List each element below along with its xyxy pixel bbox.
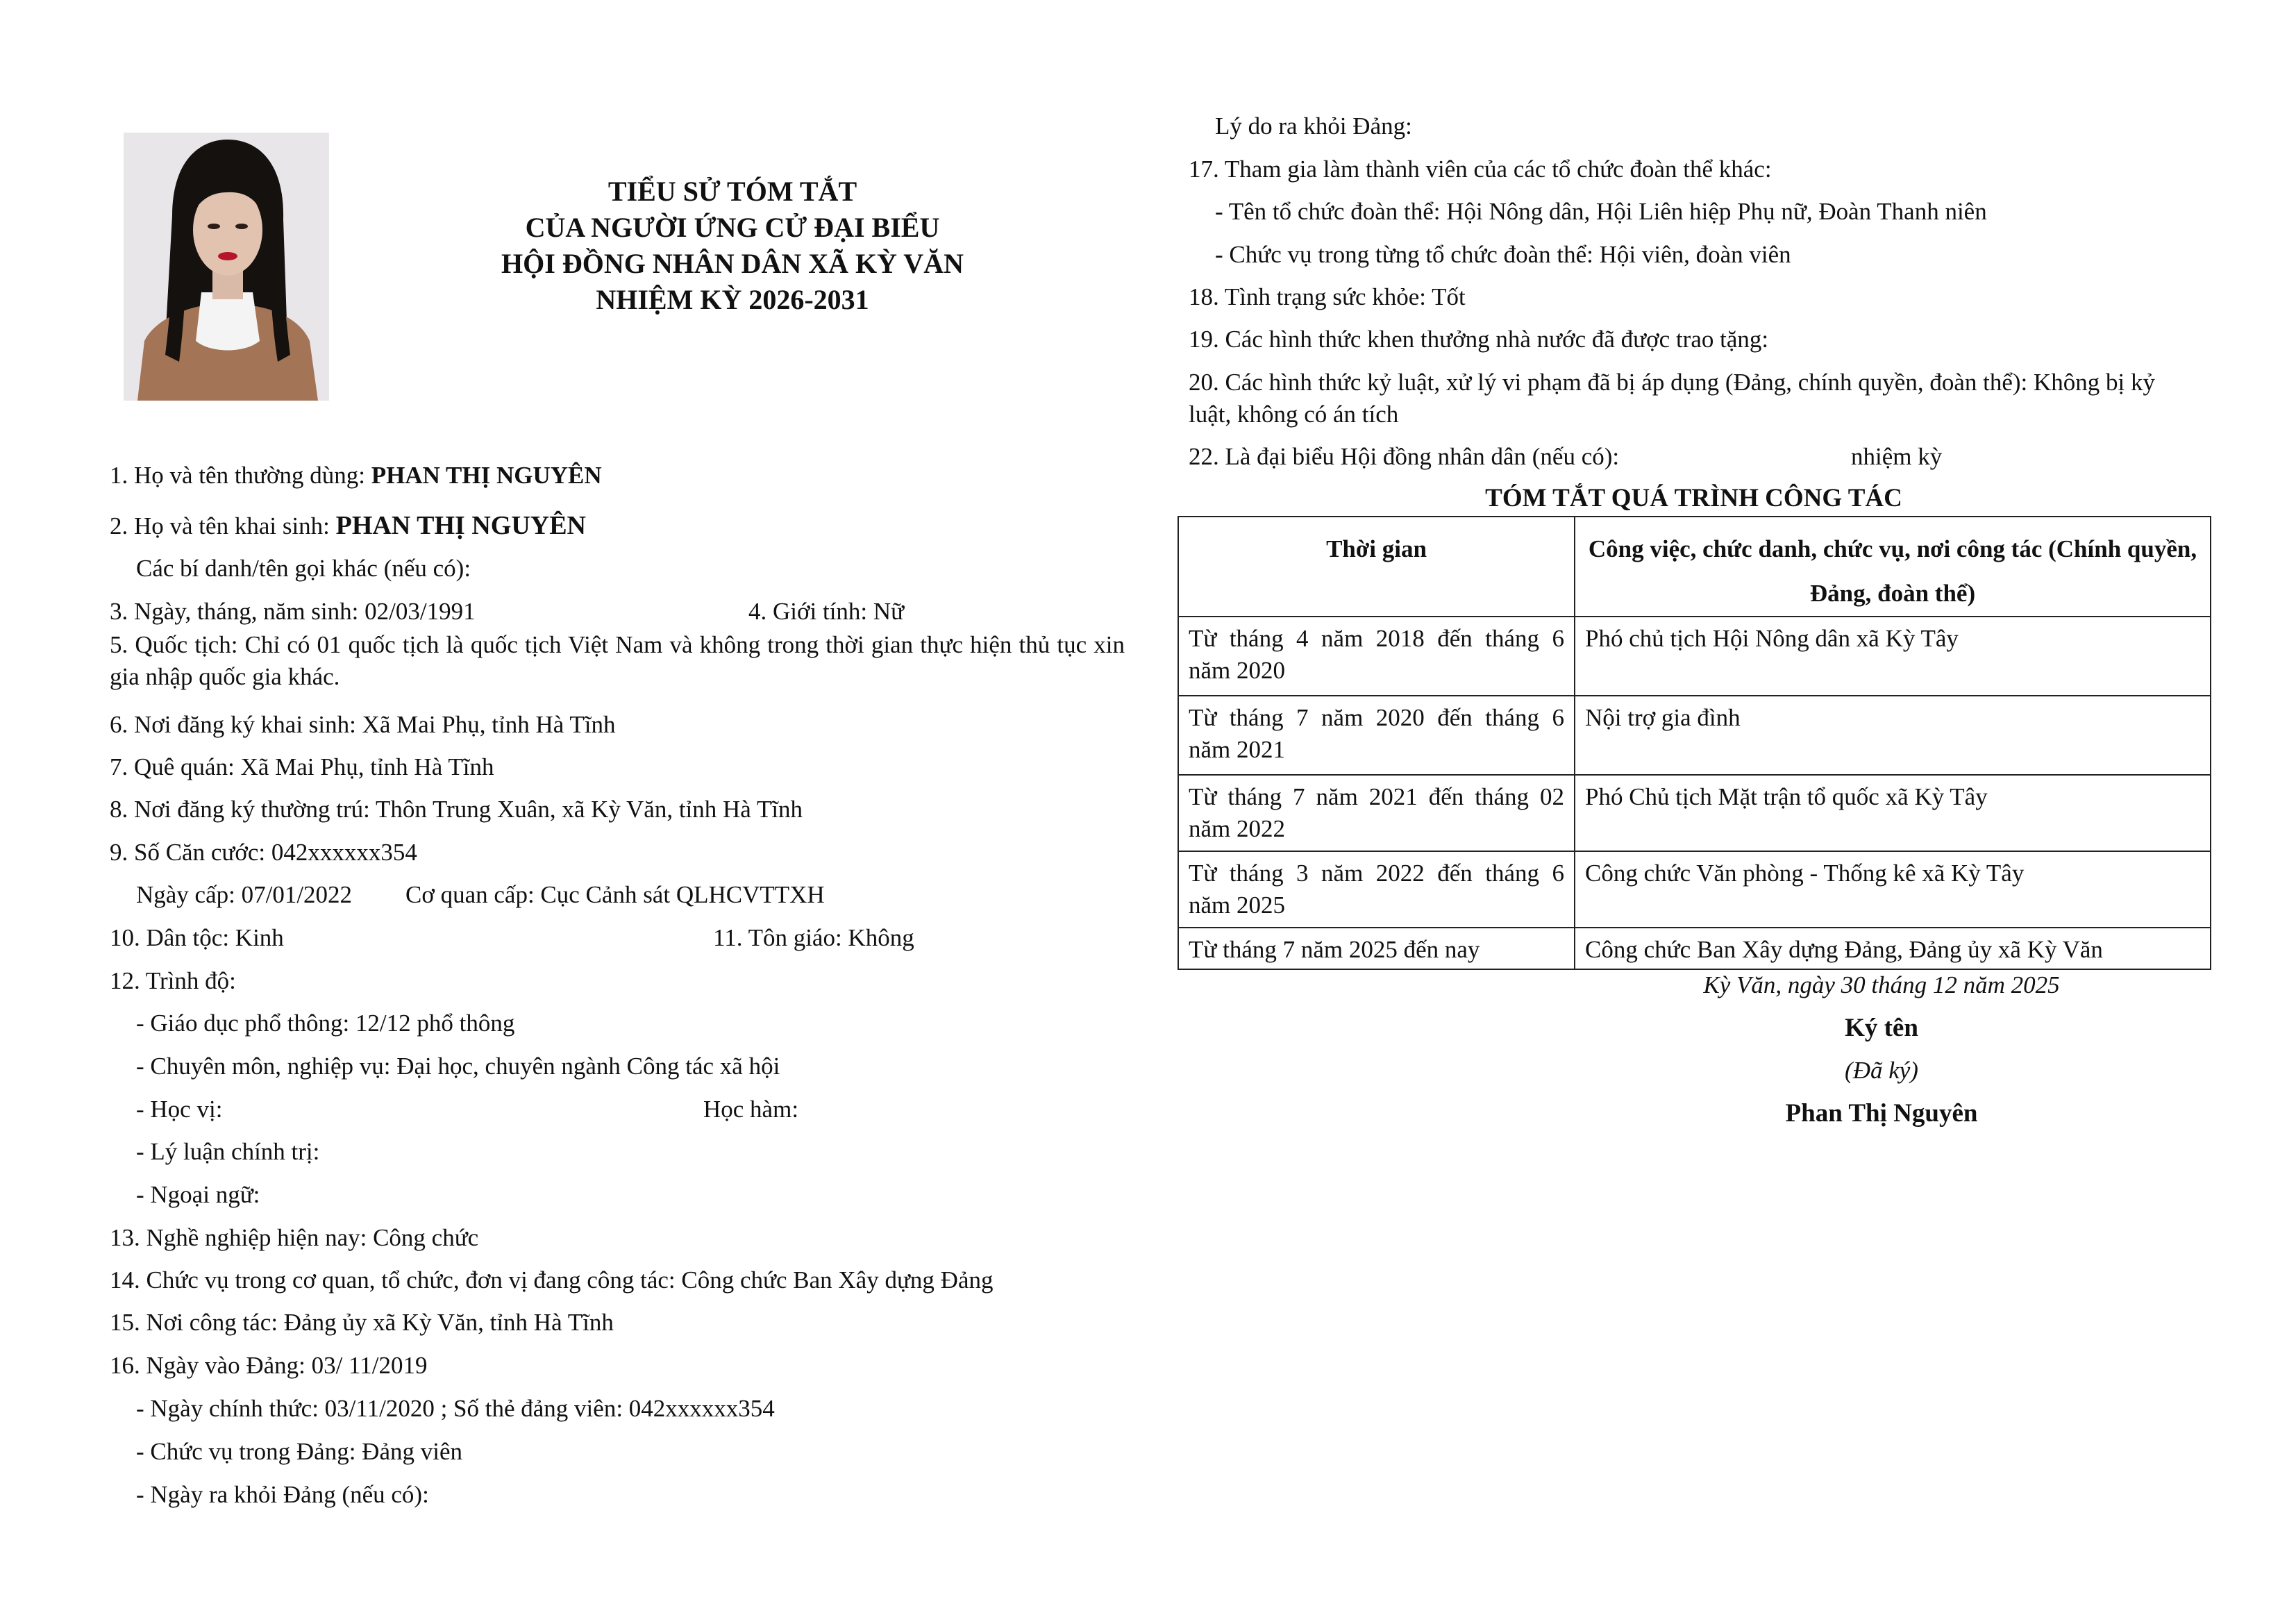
field-hometown: 7. Quê quán: Xã Mai Phụ, tỉnh Hà Tĩnh <box>110 753 494 780</box>
field-occupation: 13. Nghề nghiệp hiện nay: Công chức <box>110 1224 479 1251</box>
field-party-position: - Chức vụ trong Đảng: Đảng viên <box>136 1438 462 1465</box>
field-common-name <box>110 460 602 492</box>
header-time: Thời gian <box>1178 517 1575 617</box>
signature-label: Ký tên <box>1845 1014 1918 1042</box>
title-line-2: CỦA NGƯỜI ỨNG CỬ ĐẠI BIỂU <box>525 212 940 243</box>
field-party-leave-date: - Ngày ra khỏi Đảng (nếu có): <box>136 1481 429 1508</box>
field-foreign-language: - Ngoại ngữ: <box>136 1181 260 1208</box>
field-aliases: Các bí danh/tên gọi khác (nếu có): <box>136 555 471 582</box>
field-id-date: Ngày cấp: 07/01/2022 <box>136 881 353 908</box>
table-row <box>1178 617 2211 696</box>
table-row <box>1178 928 2211 969</box>
field-gender: 4. Giới tính: Nữ <box>748 598 905 625</box>
field-council-term: nhiệm kỳ <box>1851 443 1943 470</box>
field-id-agency: Cơ quan cấp: Cục Cảnh sát QLHCVTTXH <box>405 881 825 908</box>
table-cell-job: Công chức Văn phòng - Thống kê xã Kỳ Tây <box>1575 851 2211 928</box>
document-title <box>444 174 1021 318</box>
table-cell-time: Từ tháng 7 năm 2021 đến tháng 02 năm 2022 <box>1178 775 1575 851</box>
field-party-leave-reason: Lý do ra khỏi Đảng: <box>1215 112 1412 140</box>
field-residence: 8. Nơi đăng ký thường trú: Thôn Trung Xuân, xã Kỳ Văn, tỉnh Hà Tĩnh <box>110 796 803 823</box>
field-awards: 19. Các hình thức khen thưởng nhà nước đã được trao tặng: <box>1189 326 1769 353</box>
field-political-theory: - Lý luận chính trị: <box>136 1138 320 1165</box>
field-degree: - Học vị: <box>136 1096 223 1123</box>
field-major: - Chuyên môn, nghiệp vụ: Đại học, chuyên ngành Công tác xã hội <box>136 1053 780 1080</box>
field-health: 18. Tình trạng sức khỏe: Tốt <box>1189 283 1466 310</box>
field-party-official: - Ngày chính thức: 03/11/2020 ; Số thẻ đảng viên: 042xxxxxx354 <box>136 1395 775 1422</box>
field-birth-name <box>110 510 586 542</box>
table-cell-job: Công chức Ban Xây dựng Đảng, Đảng ủy xã Kỳ Văn <box>1575 928 2211 969</box>
portrait-photo <box>124 133 329 401</box>
header-job: Công việc, chức danh, chức vụ, nơi công tác (Chính quyền, Đảng, đoàn thể) <box>1575 517 2211 617</box>
field-discipline: 20. Các hình thức kỷ luật, xử lý vi phạm đã bị áp dụng (Đảng, chính quyền, đoàn thể): Không bị kỷ luật, không có án tích <box>1189 369 2156 428</box>
field-id-number: 9. Số Căn cước: 042xxxxxx354 <box>110 839 417 866</box>
field-birth-name-value: PHAN THỊ NGUYÊN <box>335 511 586 540</box>
table-header-row <box>1178 517 2211 617</box>
field-position: 14. Chức vụ trong cơ quan, tổ chức, đơn vị đang công tác: Công chức Ban Xây dựng Đảng <box>110 1266 994 1294</box>
field-council-member: 22. Là đại biểu Hội đồng nhân dân (nếu có): <box>1189 443 1620 470</box>
signature-name: Phan Thị Nguyên <box>1785 1099 1978 1128</box>
field-organization-names: - Tên tổ chức đoàn thể: Hội Nông dân, Hội Liên hiệp Phụ nữ, Đoàn Thanh niên <box>1215 198 1987 225</box>
field-birth-name-label: 2. Họ và tên khai sinh: <box>110 512 336 539</box>
field-birth-registration: 6. Nơi đăng ký khai sinh: Xã Mai Phụ, tỉnh Hà Tĩnh <box>110 711 616 738</box>
field-common-name-label: 1. Họ và tên thường dùng: <box>110 462 371 489</box>
table-cell-job: Phó chủ tịch Hội Nông dân xã Kỳ Tây <box>1575 617 2211 696</box>
table-row <box>1178 696 2211 775</box>
field-organization-roles: - Chức vụ trong từng tổ chức đoàn thể: Hội viên, đoàn viên <box>1215 241 1791 268</box>
table-cell-time: Từ tháng 7 năm 2025 đến nay <box>1178 928 1575 969</box>
work-history-table <box>1178 516 2211 970</box>
table-cell-time: Từ tháng 3 năm 2022 đến tháng 6 năm 2025 <box>1178 851 1575 928</box>
work-history-title: TÓM TẮT QUÁ TRÌNH CÔNG TÁC <box>1485 484 1902 512</box>
field-nationality: 5. Quốc tịch: Chỉ có 01 quốc tịch là quốc tịch Việt Nam và không trong thời gian thực hiện thủ tục xin gia nhập quốc gia khác. <box>110 631 1125 690</box>
table-cell-time: Từ tháng 7 năm 2020 đến tháng 6 năm 2021 <box>1178 696 1575 775</box>
field-general-education: - Giáo dục phổ thông: 12/12 phổ thông <box>136 1010 515 1037</box>
title-line-3: HỘI ĐỒNG NHÂN DÂN XÃ KỲ VĂN <box>501 248 964 279</box>
field-party-join-date: 16. Ngày vào Đảng: 03/ 11/2019 <box>110 1352 428 1379</box>
field-common-name-value: PHAN THỊ NGUYÊN <box>371 462 602 489</box>
table-row <box>1178 851 2211 928</box>
title-line-1: TIỂU SỬ TÓM TẮT <box>607 176 857 207</box>
table-cell-time: Từ tháng 4 năm 2018 đến tháng 6 năm 2020 <box>1178 617 1575 696</box>
portrait-illustration <box>124 133 329 401</box>
field-birth-date: 3. Ngày, tháng, năm sinh: 02/03/1991 <box>110 598 476 625</box>
signature-place-date: Kỳ Văn, ngày 30 tháng 12 năm 2025 <box>1703 971 2060 998</box>
field-ethnicity: 10. Dân tộc: Kinh <box>110 924 284 951</box>
field-other-organizations: 17. Tham gia làm thành viên của các tổ chức đoàn thể khác: <box>1189 156 1772 183</box>
signature-status: (Đã ký) <box>1845 1057 1918 1084</box>
field-education: 12. Trình độ: <box>110 967 236 994</box>
field-workplace: 15. Nơi công tác: Đảng ủy xã Kỳ Văn, tỉnh Hà Tĩnh <box>110 1309 614 1336</box>
table-cell-job: Phó Chủ tịch Mặt trận tổ quốc xã Kỳ Tây <box>1575 775 2211 851</box>
field-academic-title: Học hàm: <box>703 1096 799 1123</box>
field-religion: 11. Tôn giáo: Không <box>713 924 914 951</box>
table-row <box>1178 775 2211 851</box>
title-line-4: NHIỆM KỲ 2026-2031 <box>596 284 869 315</box>
table-cell-job: Nội trợ gia đình <box>1575 696 2211 775</box>
